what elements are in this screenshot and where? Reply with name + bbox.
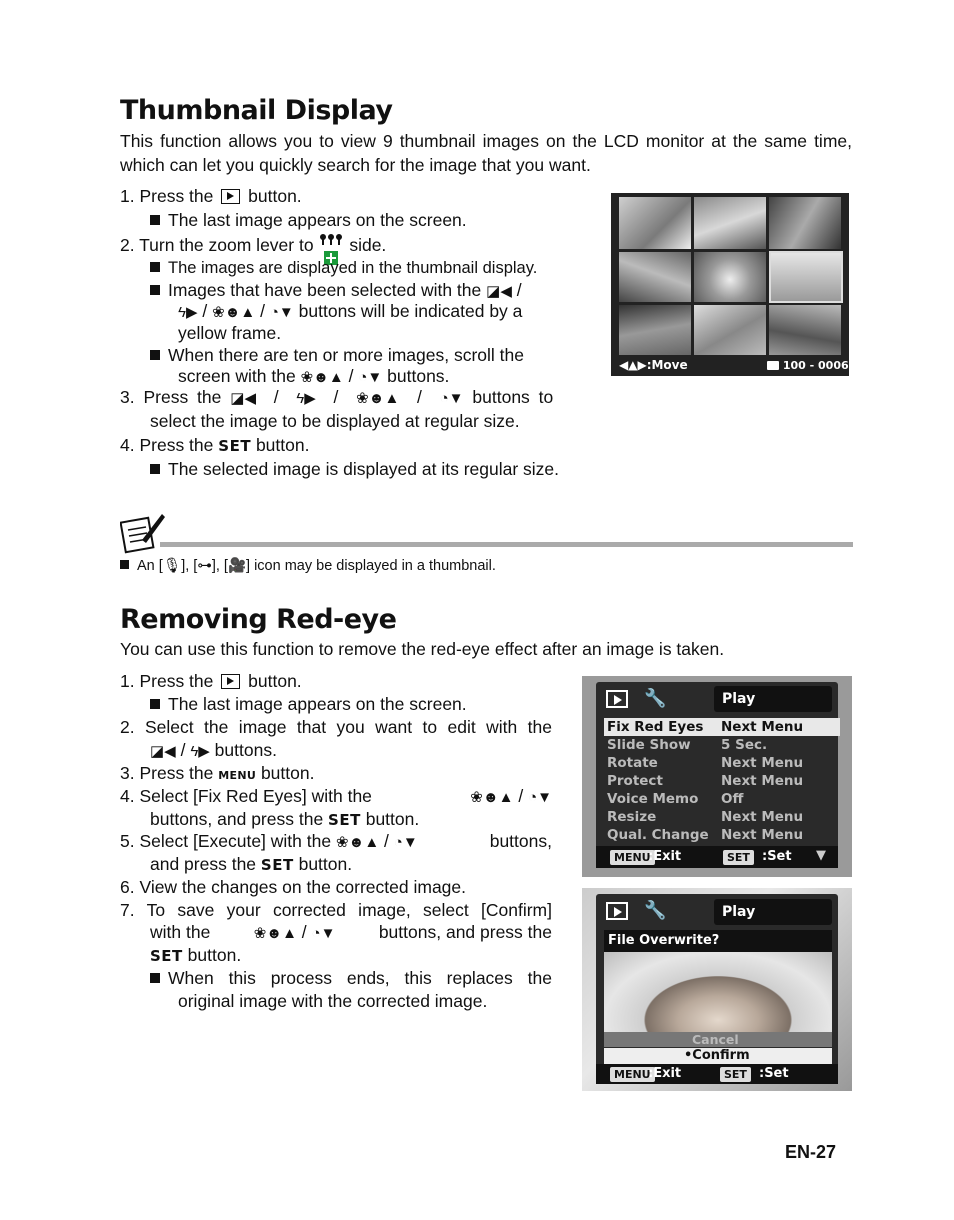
re-step-6: 6. View the changes on the corrected image. [120,877,467,897]
menu-footer [596,846,838,868]
menu-key: MENU [610,850,655,865]
page-number: EN-27 [785,1142,837,1162]
play-mode-icon [606,690,628,708]
macro-up-icon: ❀☻▲ [470,789,514,806]
re-step-4-cont: buttons, and press the SET button. [150,809,420,829]
menu-item-slide-show[interactable]: Slide Show 5 Sec. [607,737,768,753]
flash-right-icon: ϟ▶ [178,304,198,321]
re-step-7: 7. To save your corrected image, select [Confirm] [120,900,552,920]
thumbnail-selected [769,251,843,303]
step-2: 2. Turn the zoom lever to side. [120,233,386,267]
movie-icon: 🎥 [227,558,247,574]
bullet-3-cont2: yellow frame. [178,323,282,343]
timer-down-icon: ◔▼ [358,369,383,386]
re-bullet-2-cont: original image with the corrected image. [178,991,488,1011]
key-protect-icon: ⊶ [197,558,212,574]
menu-item-qual-change[interactable]: Qual. Change Next Menu [607,827,804,843]
note-text: An [🎙], [⊶], [🎥] icon may be displayed in a thumbnail. [120,555,496,578]
play-menu-screen-frame [582,676,852,877]
dpad-icon: ◀▲▶ [619,358,647,372]
menu-item-voice-memo[interactable]: Voice Memo Off [607,791,744,807]
thumbnail [619,252,691,302]
timer-down-icon: ◔▼ [393,834,418,851]
thumbnail [694,197,766,249]
section-title-redeye: Removing Red-eye [120,604,397,635]
set-key: SET [720,1067,751,1082]
re-step-3: 3. Press the MENU button. [120,763,315,783]
note-divider [160,542,853,547]
play-menu-screen [596,682,838,868]
macro-up-icon: ❀☻▲ [253,925,297,942]
macro-up-icon: ❀☻▲ [212,304,256,321]
re-bullet-2: When this process ends, this replaces the [150,967,552,990]
note-pencil-icon [120,510,166,554]
menu-item-rotate[interactable]: Rotate Next Menu [607,755,804,771]
confirm-screen-frame [582,888,852,1091]
thumb-grid [617,196,843,354]
macro-up-icon: ❀☻▲ [300,369,344,386]
set-button-label: SET [218,437,252,455]
tab-play[interactable]: Play [714,686,832,712]
exit-hint: :Exit [648,849,682,864]
flash-right-icon: ϟ▶ [190,743,210,760]
thumbnail [619,197,691,249]
re-step-5-cont: and press the SET button. [150,854,353,874]
set-hint: :Set [759,1066,789,1081]
set-hint: :Set [762,849,792,864]
exposure-left-icon: ◪◀ [150,743,176,760]
bullet-4: When there are ten or more images, scroll the [150,344,524,367]
play-icon [221,189,240,204]
bullet-1: The last image appears on the screen. [150,209,467,232]
intro-redeye: You can use this function to remove the red-eye effect after an image is taken. [120,639,725,659]
preview-photo [604,952,832,1032]
microphone-icon: 🎙 [162,558,182,574]
exposure-left-icon: ◪◀ [230,390,256,407]
thumbnail-screen [611,193,849,376]
play-mode-icon [606,902,628,920]
re-step-2-cont: ◪◀ / ϟ▶ buttons. [150,740,277,760]
cancel-option[interactable]: Cancel [604,1032,832,1047]
step-1: 1. Press the button. [120,186,302,206]
macro-up-icon: ❀☻▲ [335,834,380,851]
tab-play[interactable]: Play [714,899,832,925]
bullet-3-cont: ϟ▶ / ❀☻▲ / ◔▼ buttons will be indicated by a [178,301,523,321]
confirm-option[interactable]: •Confirm [604,1048,832,1064]
re-step-7-cont: with the ❀☻▲ / ◔▼ buttons, and press the [150,922,552,942]
intro-thumbnail: This function allows you to view 9 thumbnail images on the LCD monitor at the same time, which can let you quickly search for the image that you want. [120,131,852,175]
bullet-3: Images that have been selected with the ◪◀ / [150,279,522,303]
set-button-label: SET [150,947,183,965]
move-hint: ◀▲▶:Move [619,358,688,372]
re-step-2: 2. Select the image that you want to edit with the [120,717,552,737]
menu-item-fix-red-eyes[interactable]: Fix Red Eyes Next Menu [604,718,840,736]
set-button-label: SET [260,856,294,874]
folder-icon [767,361,779,370]
confirm-screen [596,894,838,1084]
menu-item-resize[interactable]: Resize Next Menu [607,809,804,825]
thumbnail [619,305,691,355]
thumbnail [694,252,766,302]
timer-down-icon: ◔▼ [269,304,294,321]
wrench-icon: 🔧 [644,900,667,921]
macro-up-icon: ❀☻▲ [356,390,400,407]
step-3: 3. Press the ◪◀ / ϟ▶ / ❀☻▲ / ◔▼ buttons to [120,387,554,407]
re-bullet-1: The last image appears on the screen. [150,693,467,716]
menu-key: MENU [610,1067,655,1082]
flash-right-icon: ϟ▶ [296,390,316,407]
section-title-thumbnail: Thumbnail Display [120,95,393,126]
exposure-left-icon: ◪◀ [486,283,512,300]
folder-indicator: 100 - 0006 [767,359,849,372]
confirm-footer [596,1064,838,1084]
thumbnail [694,305,766,355]
bullet-5: The selected image is displayed at its regular size. [150,458,559,481]
re-step-1: 1. Press the button. [120,671,302,691]
thumbnail [769,197,841,249]
menu-item-protect[interactable]: Protect Next Menu [607,773,804,789]
timer-down-icon: ◔▼ [311,925,336,942]
timer-down-icon: ◔▼ [528,789,552,806]
dialog-header: File Overwrite? [604,930,832,952]
timer-down-icon: ◔▼ [439,390,464,407]
set-key: SET [723,850,754,865]
play-icon [221,674,240,689]
wrench-icon: 🔧 [644,688,667,709]
exit-hint: :Exit [648,1066,682,1081]
thumbnail [769,305,841,355]
scroll-down-icon: ▼ [816,848,826,863]
bullet-4-cont: screen with the ❀☻▲ / ◔▼ buttons. [178,366,450,386]
step-4: 4. Press the SET button. [120,435,310,455]
bullet-2: The images are displayed in the thumbnail display. [150,257,537,280]
re-step-7-cont2: SET button. [150,945,242,965]
re-step-4: 4. Select [Fix Red Eyes] with the ❀☻▲ / ◔▼ [120,786,552,806]
step-3-cont: select the image to be displayed at regular size. [150,411,520,431]
re-step-5: 5. Select [Execute] with the ❀☻▲ / ◔▼ buttons, [120,831,552,851]
menu-button-label: MENU [218,769,257,782]
set-button-label: SET [328,811,361,829]
